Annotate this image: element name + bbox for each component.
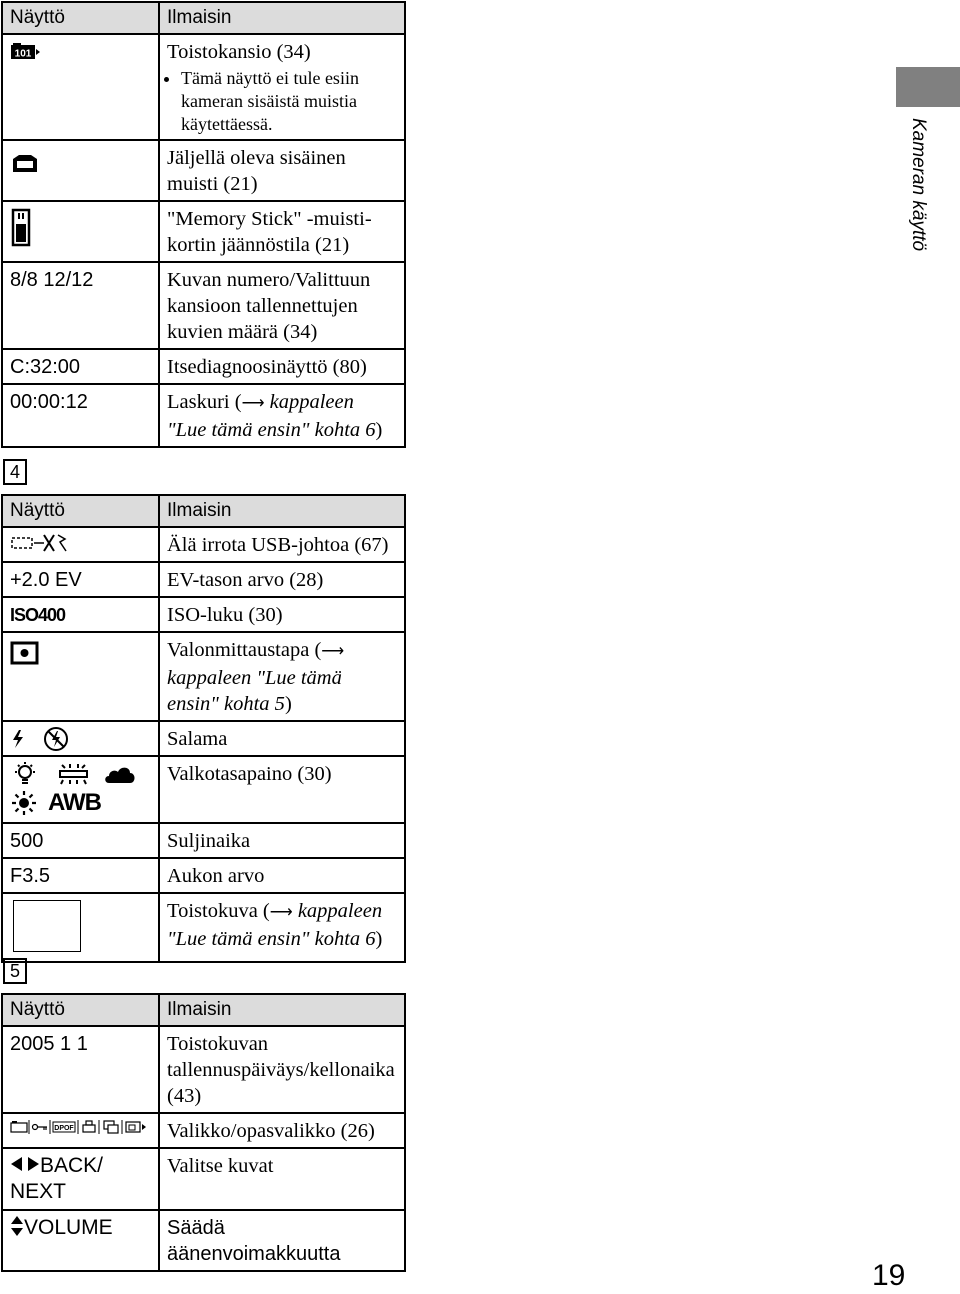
awb-display: AWB: [48, 789, 101, 816]
row-description: Säädä äänenvoimakkuutta: [159, 1210, 405, 1271]
table-row: [2, 140, 405, 201]
arrow-right-icon: ⟶: [241, 395, 265, 412]
row-description: Salama: [159, 721, 405, 756]
table-row: [2, 527, 405, 562]
page-number: 19: [872, 1259, 906, 1292]
cross-reference: kappaleen "Lue tämä ensin" kohta 6: [167, 391, 376, 441]
table-row: [2, 201, 405, 262]
cloudy-icon: [104, 763, 136, 785]
row-description: Toistokuva (: [167, 900, 270, 922]
row-description: Toistokansio (34): [167, 41, 311, 63]
usb-disconnect-icon: [10, 532, 68, 554]
header-display: Näyttö: [2, 495, 159, 527]
table-header: [2, 994, 405, 1026]
indicator-table-2: [1, 494, 406, 963]
dpof-icon: [53, 1122, 75, 1132]
row-description: Valitse kuvat: [159, 1148, 405, 1210]
row-description: Kuvan numero/Valittuun kansioon tallennettujen kuvien määrä (34): [159, 262, 405, 349]
fluorescent-icon: [56, 761, 90, 787]
slideshow-icon: [104, 1121, 118, 1133]
flash-icon: [10, 728, 26, 750]
table-row: [2, 858, 405, 893]
side-tab-label: Kameran käyttö: [908, 118, 929, 252]
table-row: [2, 1026, 405, 1113]
table-row: [2, 262, 405, 349]
row-description: Aukon arvo: [159, 858, 405, 893]
up-down-arrows-icon: [10, 1215, 24, 1237]
resize-icon: [126, 1122, 146, 1132]
table-row: Valonmittaustapa (⟶ kappaleen "Lue tämä ensin" kohta 5): [2, 632, 405, 721]
table-row: [2, 721, 405, 756]
row-description: Jäljellä oleva sisäinen muisti (21): [159, 140, 405, 201]
row-description: ISO-luku (30): [159, 597, 405, 632]
table-row: [2, 756, 405, 823]
cross-reference: kappaleen "Lue tämä ensin" kohta 5: [167, 667, 342, 715]
ev-display: +2.0 EV: [2, 562, 159, 597]
row-description: EV-tason arvo (28): [159, 562, 405, 597]
table-header: [2, 2, 405, 34]
counter-display: 00:00:12: [2, 384, 159, 447]
self-diagnosis-display: C:32:00: [2, 349, 159, 384]
incandescent-icon: [10, 761, 40, 787]
section-label-4: 4: [3, 459, 27, 485]
cross-reference: kappaleen "Lue tämä ensin" kohta 6: [167, 900, 383, 950]
aperture-display: F3.5: [2, 858, 159, 893]
header-display: Näyttö: [2, 994, 159, 1026]
shutter-speed-display: 500: [2, 823, 159, 858]
svg-text:101: 101: [14, 48, 32, 60]
row-description: Valonmittaustapa (: [167, 639, 322, 661]
table-row: [2, 34, 405, 140]
table-header: [2, 495, 405, 527]
indicator-table-3: [1, 993, 406, 1272]
row-description: Itsediagnoosinäyttö (80): [159, 349, 405, 384]
table-row: 00:00:12 Laskuri (⟶ kappaleen "Lue tämä ensin" kohta 6): [2, 384, 405, 447]
header-indicator: Ilmaisin: [159, 2, 405, 34]
left-right-arrows-icon: [10, 1156, 40, 1172]
side-tab-marker: [896, 67, 960, 107]
protect-key-icon: [33, 1125, 48, 1131]
note-bullet: • Tämä näyttö ei tule esiin kameran sisäistä muistia käytettäessä.: [181, 67, 398, 136]
table-row: [2, 1113, 405, 1148]
playback-image-frame: [13, 900, 81, 952]
internal-memory-icon: [10, 151, 40, 175]
table-row: [2, 1210, 405, 1271]
spot-metering-icon: [10, 641, 40, 665]
volume-display: VOLUME: [24, 1216, 113, 1239]
table-row: [2, 597, 405, 632]
arrow-right-icon: ⟶: [321, 643, 345, 660]
flash-off-icon: [42, 726, 70, 752]
section-label-5: 5: [3, 958, 27, 984]
menu-icons-strip: [10, 1119, 148, 1135]
table-row: [2, 349, 405, 384]
svg-text:DPOF: DPOF: [54, 1125, 74, 1133]
iso-display: ISO400: [10, 605, 66, 625]
indicator-table-1: [1, 1, 406, 448]
date-display: 2005 1 1: [2, 1026, 159, 1113]
table-row: [2, 562, 405, 597]
table-row: [2, 1148, 405, 1210]
arrow-right-icon: ⟶: [269, 904, 293, 921]
back-next-display: BACK/ NEXT: [10, 1154, 104, 1203]
table-row: [2, 823, 405, 858]
folder-icon: [11, 1121, 27, 1132]
row-description: Suljinaika: [159, 823, 405, 858]
row-description: Toistokuvan tallennuspäiväys/kellonaika (43): [159, 1026, 405, 1113]
print-icon: [83, 1121, 95, 1132]
table-row: Toistokuva (⟶ kappaleen "Lue tämä ensin" kohta 6): [2, 893, 405, 962]
header-indicator: Ilmaisin: [159, 994, 405, 1026]
row-description: Valkotasapaino (30): [159, 756, 405, 823]
image-number-display: 8/8 12/12: [2, 262, 159, 349]
header-indicator: Ilmaisin: [159, 495, 405, 527]
folder-101-icon: [10, 42, 42, 62]
header-display: Näyttö: [2, 2, 159, 34]
memory-stick-icon: [10, 208, 32, 248]
row-description: Valikko/opasvalikko (26): [159, 1113, 405, 1148]
row-description: "Memory Stick" -muisti-kortin jäännöstila (21): [159, 201, 405, 262]
daylight-icon: [10, 789, 38, 817]
row-description: Älä irrota USB-johtoa (67): [159, 527, 405, 562]
row-description: Laskuri (: [167, 391, 242, 413]
